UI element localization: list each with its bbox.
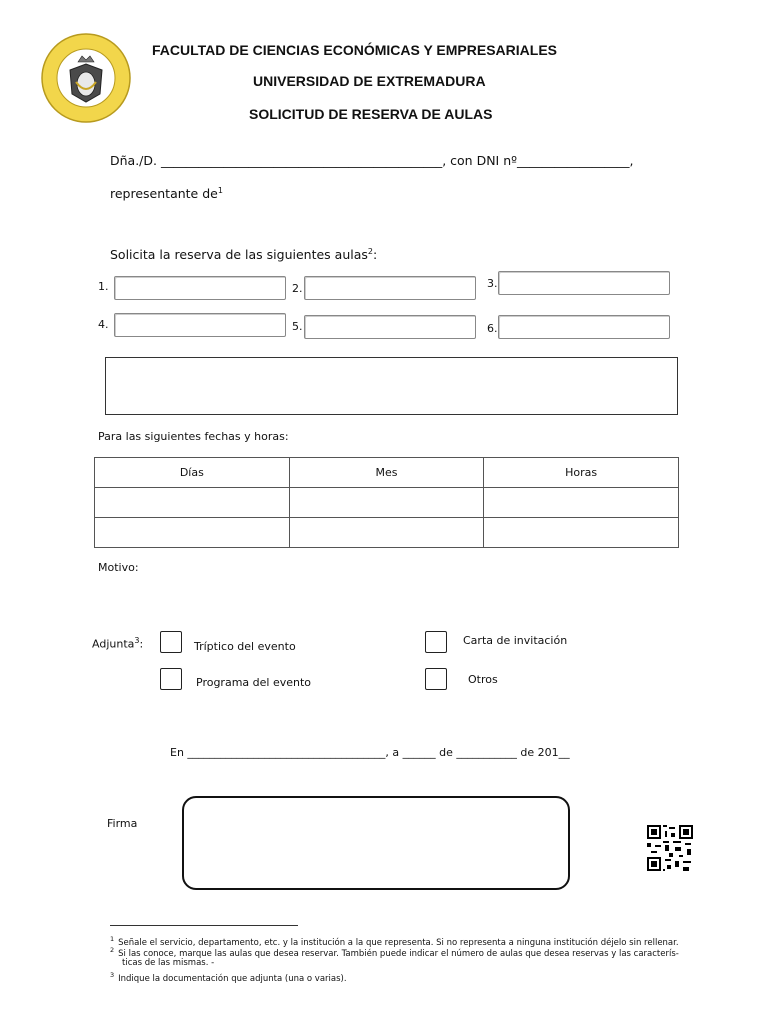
- month-field[interactable]: ___________: [456, 746, 517, 759]
- place-de-2: de 201: [520, 746, 559, 759]
- room-field-1[interactable]: [114, 276, 286, 300]
- university-name: UNIVERSIDAD DE EXTREMADURA: [253, 73, 486, 89]
- cell-hours[interactable]: [484, 488, 679, 518]
- rooms-details-textarea[interactable]: [105, 357, 678, 415]
- header-hours: Horas: [484, 458, 679, 488]
- footnote-3: [110, 971, 347, 984]
- footnote-text: ticas de las mismas. -: [122, 958, 215, 968]
- footnote-2-continued: [122, 958, 214, 968]
- footnote-number: 1: [110, 935, 115, 943]
- faculty-seal-logo: [40, 32, 132, 124]
- form-title: SOLICITUD DE RESERVA DE AULAS: [249, 106, 493, 122]
- room-label-1: 1.: [98, 280, 109, 293]
- rooms-request-colon: :: [373, 247, 378, 263]
- header-month: Mes: [289, 458, 484, 488]
- place-en: En: [170, 746, 184, 759]
- room-label-5: 5.: [292, 320, 303, 333]
- cell-month[interactable]: [289, 518, 484, 548]
- header-days: Días: [95, 458, 290, 488]
- represent-label-text: representante de: [110, 186, 218, 202]
- option-triptico: Tríptico del evento: [194, 640, 296, 653]
- footnote-text: Indique la documentación que adjunta (una o varias).: [118, 973, 347, 984]
- room-label-4: 4.: [98, 318, 109, 331]
- table-row: [95, 518, 679, 548]
- option-otros: Otros: [468, 673, 498, 686]
- day-field[interactable]: ______: [402, 746, 436, 759]
- faculty-title: FACULTAD DE CIENCIAS ECONÓMICAS Y EMPRESARIALES: [152, 42, 558, 58]
- cell-days[interactable]: [95, 488, 290, 518]
- room-label-2: 2.: [292, 282, 303, 295]
- checkbox-triptico[interactable]: [160, 631, 182, 653]
- footnote-text: Si las conoce, marque las aulas que desea reservar. También puede indicar el número de aulas que desea reservas y las caracterís-: [118, 948, 679, 959]
- table-row: [95, 488, 679, 518]
- footnote-ref-2: 2: [367, 247, 373, 256]
- room-field-4[interactable]: [114, 313, 286, 337]
- option-carta: Carta de invitación: [463, 634, 568, 647]
- place-date-line: [170, 746, 570, 759]
- footnote-number: 3: [110, 971, 115, 979]
- attachments-colon: :: [139, 637, 144, 651]
- place-de-1: de: [439, 746, 453, 759]
- room-field-2[interactable]: [304, 276, 476, 300]
- signature-label: Firma: [107, 817, 138, 830]
- footnote-text: Señale el servicio, departamento, etc. y la institución a la que representa. Si no representa a ninguna institución déjelo sin rellenar.: [118, 937, 679, 948]
- room-field-6[interactable]: [498, 315, 670, 339]
- footnote-2: [110, 946, 679, 959]
- room-field-3[interactable]: [498, 271, 670, 295]
- applicant-name-line: Dña./D. _____________________________________________, con DNI nº__________________,: [110, 153, 634, 168]
- room-label-6: 6.: [487, 322, 498, 335]
- cell-days[interactable]: [95, 518, 290, 548]
- represent-label: [110, 186, 223, 201]
- room-label-3: 3.: [487, 277, 498, 290]
- schedule-header-row: [95, 458, 679, 488]
- signature-box[interactable]: [182, 796, 570, 890]
- checkbox-programa[interactable]: [160, 668, 182, 690]
- footnote-ref-1: 1: [217, 186, 223, 195]
- schedule-intro: Para las siguientes fechas y horas:: [98, 430, 289, 443]
- place-field[interactable]: ____________________________________: [187, 746, 386, 759]
- cell-hours[interactable]: [484, 518, 679, 548]
- qr-code: [647, 825, 693, 871]
- place-a: , a: [385, 746, 400, 759]
- attachments-label-text: Adjunta: [92, 637, 135, 651]
- option-programa: Programa del evento: [196, 676, 312, 689]
- motivo-label: Motivo:: [98, 561, 139, 574]
- checkbox-carta[interactable]: [425, 631, 447, 653]
- footnote-number: 2: [110, 946, 115, 954]
- footnote-divider: [110, 925, 298, 926]
- checkbox-otros[interactable]: [425, 668, 447, 690]
- rooms-request-text: Solicita la reserva de las siguientes aulas: [110, 247, 368, 263]
- footnote-ref-3: 3: [134, 636, 140, 645]
- schedule-table: [94, 457, 679, 548]
- year-field[interactable]: __: [558, 746, 570, 759]
- room-field-5[interactable]: [304, 315, 476, 339]
- cell-month[interactable]: [289, 488, 484, 518]
- attachments-label: [92, 636, 143, 651]
- rooms-request-label: [110, 247, 377, 262]
